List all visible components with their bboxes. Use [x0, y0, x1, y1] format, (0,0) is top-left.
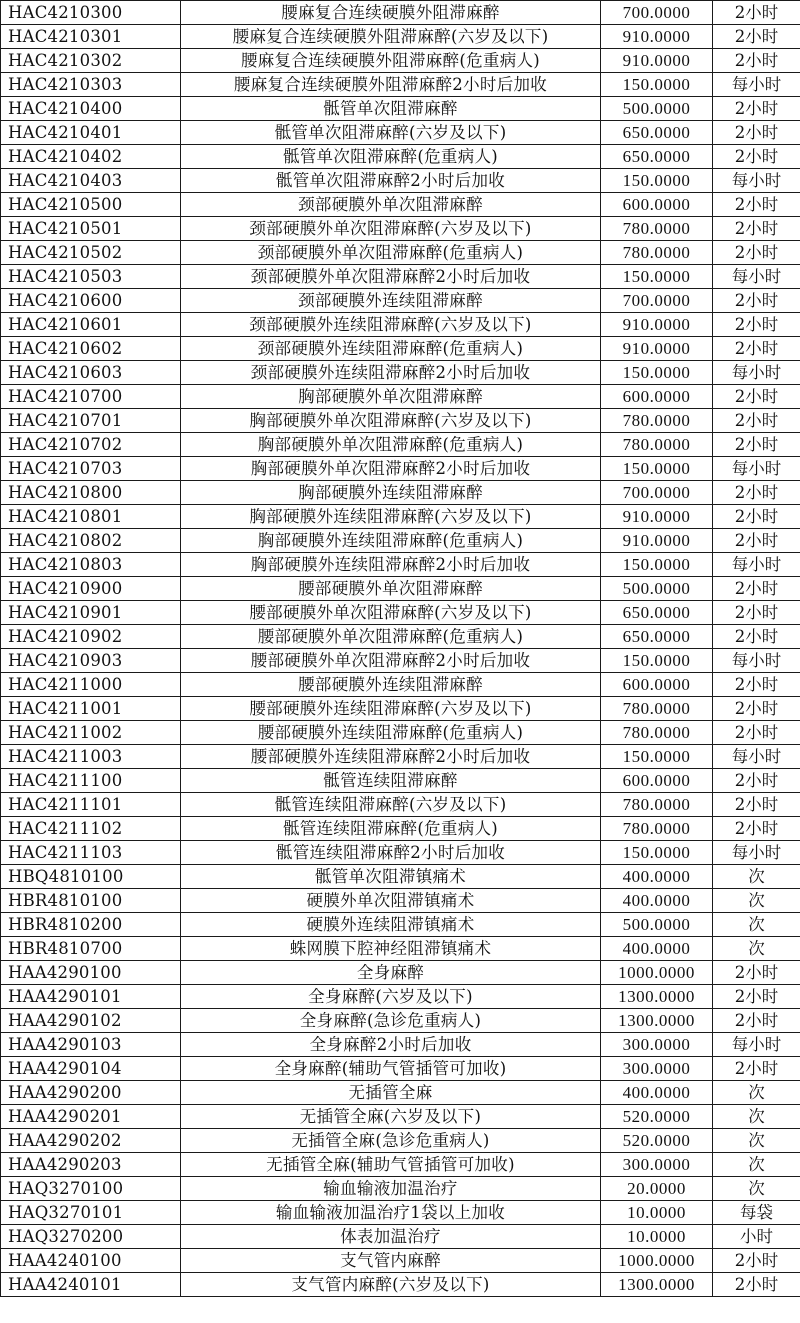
item-price-cell: 400.0000	[601, 865, 713, 889]
item-price-cell: 1300.0000	[601, 985, 713, 1009]
item-price-cell: 780.0000	[601, 409, 713, 433]
item-unit-cell: 次	[713, 1081, 800, 1105]
item-price-cell: 150.0000	[601, 361, 713, 385]
item-code-cell: HAA4290102	[1, 1009, 181, 1033]
table-row	[1, 865, 800, 889]
item-code-cell: HAC4210601	[1, 313, 181, 337]
table-row	[1, 1033, 800, 1057]
item-code-cell: HAC4210603	[1, 361, 181, 385]
item-name-cell: 腰麻复合连续硬膜外阻滞麻醉(六岁及以下)	[181, 25, 601, 49]
item-code-cell: HAC4210401	[1, 121, 181, 145]
item-code-cell: HAA4290100	[1, 961, 181, 985]
item-price-cell: 650.0000	[601, 601, 713, 625]
table-row	[1, 241, 800, 265]
table-row	[1, 553, 800, 577]
item-name-cell: 骶管连续阻滞麻醉2小时后加收	[181, 841, 601, 865]
item-price-cell: 910.0000	[601, 505, 713, 529]
item-code-cell: HAA4290200	[1, 1081, 181, 1105]
item-name-cell: 颈部硬膜外单次阻滞麻醉(六岁及以下)	[181, 217, 601, 241]
item-name-cell: 胸部硬膜外单次阻滞麻醉(危重病人)	[181, 433, 601, 457]
item-code-cell: HAC4210300	[1, 1, 181, 25]
item-name-cell: 胸部硬膜外单次阻滞麻醉2小时后加收	[181, 457, 601, 481]
item-unit-cell: 每小时	[713, 265, 800, 289]
item-code-cell: HAA4240101	[1, 1273, 181, 1297]
item-name-cell: 腰部硬膜外连续阻滞麻醉(六岁及以下)	[181, 697, 601, 721]
item-unit-cell: 2小时	[713, 673, 800, 697]
table-row	[1, 889, 800, 913]
table-row	[1, 1249, 800, 1273]
item-name-cell: 无插管全麻(辅助气管插管可加收)	[181, 1153, 601, 1177]
item-price-cell: 600.0000	[601, 385, 713, 409]
item-price-cell: 700.0000	[601, 289, 713, 313]
item-price-cell: 600.0000	[601, 769, 713, 793]
item-unit-cell: 2小时	[713, 217, 800, 241]
item-name-cell: 胸部硬膜外连续阻滞麻醉	[181, 481, 601, 505]
item-price-cell: 780.0000	[601, 697, 713, 721]
item-price-cell: 150.0000	[601, 745, 713, 769]
item-name-cell: 骶管单次阻滞麻醉(危重病人)	[181, 145, 601, 169]
item-name-cell: 颈部硬膜外单次阻滞麻醉(危重病人)	[181, 241, 601, 265]
item-unit-cell: 次	[713, 889, 800, 913]
item-name-cell: 颈部硬膜外单次阻滞麻醉2小时后加收	[181, 265, 601, 289]
item-unit-cell: 2小时	[713, 25, 800, 49]
item-code-cell: HAC4211103	[1, 841, 181, 865]
item-name-cell: 全身麻醉2小时后加收	[181, 1033, 601, 1057]
table-row	[1, 985, 800, 1009]
item-price-cell: 520.0000	[601, 1105, 713, 1129]
item-code-cell: HAC4210500	[1, 193, 181, 217]
table-row	[1, 217, 800, 241]
item-unit-cell: 每小时	[713, 649, 800, 673]
item-code-cell: HAC4210802	[1, 529, 181, 553]
item-unit-cell: 每小时	[713, 841, 800, 865]
item-unit-cell: 2小时	[713, 1009, 800, 1033]
item-code-cell: HAC4211102	[1, 817, 181, 841]
item-code-cell: HAC4210900	[1, 577, 181, 601]
table-row	[1, 337, 800, 361]
item-price-cell: 600.0000	[601, 673, 713, 697]
item-name-cell: 腰部硬膜外单次阻滞麻醉	[181, 577, 601, 601]
item-code-cell: HAC4210901	[1, 601, 181, 625]
item-price-cell: 500.0000	[601, 97, 713, 121]
item-unit-cell: 2小时	[713, 49, 800, 73]
item-name-cell: 骶管连续阻滞麻醉(危重病人)	[181, 817, 601, 841]
table-row	[1, 649, 800, 673]
item-code-cell: HAC4210602	[1, 337, 181, 361]
item-unit-cell: 每小时	[713, 169, 800, 193]
item-price-cell: 10.0000	[601, 1225, 713, 1249]
table-row	[1, 625, 800, 649]
item-price-cell: 20.0000	[601, 1177, 713, 1201]
item-code-cell: HAC4210902	[1, 625, 181, 649]
item-name-cell: 蛛网膜下腔神经阻滞镇痛术	[181, 937, 601, 961]
item-code-cell: HAC4210803	[1, 553, 181, 577]
item-price-cell: 10.0000	[601, 1201, 713, 1225]
item-price-cell: 500.0000	[601, 577, 713, 601]
table-row	[1, 841, 800, 865]
item-code-cell: HAC4210301	[1, 25, 181, 49]
table-row	[1, 505, 800, 529]
item-unit-cell: 2小时	[713, 1, 800, 25]
item-unit-cell: 2小时	[713, 721, 800, 745]
item-unit-cell: 次	[713, 937, 800, 961]
item-name-cell: 胸部硬膜外连续阻滞麻醉(危重病人)	[181, 529, 601, 553]
item-code-cell: HAC4210700	[1, 385, 181, 409]
item-code-cell: HAA4290201	[1, 1105, 181, 1129]
table-row	[1, 1105, 800, 1129]
table-row	[1, 457, 800, 481]
item-code-cell: HAC4211003	[1, 745, 181, 769]
item-code-cell: HAA4290104	[1, 1057, 181, 1081]
item-code-cell: HBR4810100	[1, 889, 181, 913]
table-row	[1, 1081, 800, 1105]
item-code-cell: HAA4290103	[1, 1033, 181, 1057]
item-name-cell: 腰麻复合连续硬膜外阻滞麻醉2小时后加收	[181, 73, 601, 97]
item-code-cell: HAA4290203	[1, 1153, 181, 1177]
item-price-cell: 150.0000	[601, 73, 713, 97]
item-name-cell: 支气管内麻醉	[181, 1249, 601, 1273]
table-row	[1, 1177, 800, 1201]
table-row	[1, 745, 800, 769]
item-price-cell: 780.0000	[601, 817, 713, 841]
item-code-cell: HAC4210702	[1, 433, 181, 457]
item-price-cell: 400.0000	[601, 937, 713, 961]
item-price-cell: 300.0000	[601, 1057, 713, 1081]
item-unit-cell: 次	[713, 1105, 800, 1129]
table-row	[1, 937, 800, 961]
item-name-cell: 全身麻醉(六岁及以下)	[181, 985, 601, 1009]
item-code-cell: HBR4810700	[1, 937, 181, 961]
item-price-cell: 910.0000	[601, 337, 713, 361]
table-body	[1, 1, 800, 1297]
item-code-cell: HAC4210801	[1, 505, 181, 529]
item-unit-cell: 每小时	[713, 361, 800, 385]
item-price-cell: 910.0000	[601, 25, 713, 49]
item-unit-cell: 2小时	[713, 1057, 800, 1081]
item-code-cell: HAQ3270101	[1, 1201, 181, 1225]
item-price-cell: 520.0000	[601, 1129, 713, 1153]
item-code-cell: HAA4240100	[1, 1249, 181, 1273]
item-name-cell: 腰部硬膜外单次阻滞麻醉(六岁及以下)	[181, 601, 601, 625]
table-row	[1, 1057, 800, 1081]
item-price-cell: 150.0000	[601, 553, 713, 577]
item-code-cell: HAC4210403	[1, 169, 181, 193]
item-code-cell: HAC4210800	[1, 481, 181, 505]
item-name-cell: 体表加温治疗	[181, 1225, 601, 1249]
item-price-cell: 1000.0000	[601, 961, 713, 985]
item-name-cell: 硬膜外单次阻滞镇痛术	[181, 889, 601, 913]
item-unit-cell: 次	[713, 1153, 800, 1177]
item-name-cell: 骶管连续阻滞麻醉	[181, 769, 601, 793]
item-code-cell: HBQ4810100	[1, 865, 181, 889]
table-row	[1, 601, 800, 625]
item-name-cell: 颈部硬膜外单次阻滞麻醉	[181, 193, 601, 217]
item-unit-cell: 次	[713, 913, 800, 937]
item-code-cell: HAC4210302	[1, 49, 181, 73]
table-row	[1, 73, 800, 97]
item-unit-cell: 2小时	[713, 601, 800, 625]
item-name-cell: 支气管内麻醉(六岁及以下)	[181, 1273, 601, 1297]
item-price-cell: 150.0000	[601, 169, 713, 193]
item-code-cell: HAC4210703	[1, 457, 181, 481]
item-price-cell: 780.0000	[601, 433, 713, 457]
table-row	[1, 1225, 800, 1249]
item-name-cell: 颈部硬膜外连续阻滞麻醉2小时后加收	[181, 361, 601, 385]
item-price-cell: 400.0000	[601, 889, 713, 913]
item-unit-cell: 2小时	[713, 793, 800, 817]
item-price-cell: 700.0000	[601, 1, 713, 25]
item-name-cell: 腰部硬膜外单次阻滞麻醉2小时后加收	[181, 649, 601, 673]
item-unit-cell: 2小时	[713, 409, 800, 433]
item-code-cell: HAC4211101	[1, 793, 181, 817]
item-name-cell: 胸部硬膜外连续阻滞麻醉(六岁及以下)	[181, 505, 601, 529]
item-code-cell: HAQ3270200	[1, 1225, 181, 1249]
table-row	[1, 913, 800, 937]
table-row	[1, 49, 800, 73]
item-code-cell: HAC4211002	[1, 721, 181, 745]
table-row	[1, 1129, 800, 1153]
item-price-cell: 650.0000	[601, 121, 713, 145]
table-row	[1, 1153, 800, 1177]
item-code-cell: HAC4210903	[1, 649, 181, 673]
item-unit-cell: 每小时	[713, 745, 800, 769]
table-row	[1, 313, 800, 337]
item-code-cell: HAC4210502	[1, 241, 181, 265]
item-price-cell: 780.0000	[601, 793, 713, 817]
item-unit-cell: 每小时	[713, 553, 800, 577]
table-row	[1, 1201, 800, 1225]
table-row	[1, 145, 800, 169]
item-price-cell: 700.0000	[601, 481, 713, 505]
item-code-cell: HAA4290202	[1, 1129, 181, 1153]
table-row	[1, 481, 800, 505]
item-price-cell: 150.0000	[601, 649, 713, 673]
item-name-cell: 骶管连续阻滞麻醉(六岁及以下)	[181, 793, 601, 817]
item-code-cell: HAC4210400	[1, 97, 181, 121]
item-code-cell: HAC4210503	[1, 265, 181, 289]
item-name-cell: 颈部硬膜外连续阻滞麻醉(六岁及以下)	[181, 313, 601, 337]
item-name-cell: 腰部硬膜外连续阻滞麻醉(危重病人)	[181, 721, 601, 745]
table-row	[1, 673, 800, 697]
table-row	[1, 433, 800, 457]
item-unit-cell: 2小时	[713, 97, 800, 121]
item-unit-cell: 每小时	[713, 73, 800, 97]
table-row	[1, 169, 800, 193]
item-code-cell: HAC4210501	[1, 217, 181, 241]
item-price-cell: 910.0000	[601, 529, 713, 553]
item-unit-cell: 2小时	[713, 529, 800, 553]
item-unit-cell: 每小时	[713, 1033, 800, 1057]
item-price-cell: 150.0000	[601, 265, 713, 289]
item-name-cell: 无插管全麻(六岁及以下)	[181, 1105, 601, 1129]
table-row	[1, 817, 800, 841]
item-unit-cell: 次	[713, 865, 800, 889]
item-name-cell: 腰部硬膜外连续阻滞麻醉	[181, 673, 601, 697]
item-name-cell: 颈部硬膜外连续阻滞麻醉(危重病人)	[181, 337, 601, 361]
item-price-cell: 650.0000	[601, 145, 713, 169]
item-unit-cell: 2小时	[713, 697, 800, 721]
item-name-cell: 骶管单次阻滞麻醉2小时后加收	[181, 169, 601, 193]
item-name-cell: 硬膜外连续阻滞镇痛术	[181, 913, 601, 937]
item-unit-cell: 每袋	[713, 1201, 800, 1225]
item-name-cell: 输血输液加温治疗	[181, 1177, 601, 1201]
item-price-cell: 300.0000	[601, 1153, 713, 1177]
table-row	[1, 289, 800, 313]
item-price-cell: 150.0000	[601, 841, 713, 865]
item-name-cell: 骶管单次阻滞麻醉(六岁及以下)	[181, 121, 601, 145]
item-unit-cell: 次	[713, 1129, 800, 1153]
item-name-cell: 腰麻复合连续硬膜外阻滞麻醉	[181, 1, 601, 25]
item-price-cell: 1000.0000	[601, 1249, 713, 1273]
item-unit-cell: 2小时	[713, 769, 800, 793]
item-code-cell: HAQ3270100	[1, 1177, 181, 1201]
item-unit-cell: 2小时	[713, 961, 800, 985]
item-unit-cell: 2小时	[713, 193, 800, 217]
item-price-cell: 150.0000	[601, 457, 713, 481]
item-price-cell: 400.0000	[601, 1081, 713, 1105]
item-name-cell: 输血输液加温治疗1袋以上加收	[181, 1201, 601, 1225]
table-row	[1, 961, 800, 985]
item-name-cell: 骶管单次阻滞麻醉	[181, 97, 601, 121]
item-unit-cell: 每小时	[713, 457, 800, 481]
item-unit-cell: 2小时	[713, 121, 800, 145]
item-unit-cell: 2小时	[713, 313, 800, 337]
item-unit-cell: 2小时	[713, 385, 800, 409]
item-unit-cell: 2小时	[713, 289, 800, 313]
table-row	[1, 409, 800, 433]
item-code-cell: HBR4810200	[1, 913, 181, 937]
item-code-cell: HAC4211000	[1, 673, 181, 697]
item-price-cell: 910.0000	[601, 313, 713, 337]
item-price-cell: 910.0000	[601, 49, 713, 73]
item-name-cell: 无插管全麻(急诊危重病人)	[181, 1129, 601, 1153]
table-row	[1, 121, 800, 145]
item-name-cell: 颈部硬膜外连续阻滞麻醉	[181, 289, 601, 313]
table-row	[1, 25, 800, 49]
item-price-cell: 780.0000	[601, 241, 713, 265]
item-unit-cell: 2小时	[713, 481, 800, 505]
item-code-cell: HAC4211001	[1, 697, 181, 721]
item-name-cell: 全身麻醉(急诊危重病人)	[181, 1009, 601, 1033]
item-code-cell: HAC4211100	[1, 769, 181, 793]
table-row	[1, 385, 800, 409]
table-row	[1, 697, 800, 721]
item-name-cell: 全身麻醉(辅助气管插管可加收)	[181, 1057, 601, 1081]
table-row	[1, 793, 800, 817]
item-price-cell: 600.0000	[601, 193, 713, 217]
item-code-cell: HAC4210402	[1, 145, 181, 169]
item-price-cell: 650.0000	[601, 625, 713, 649]
item-name-cell: 全身麻醉	[181, 961, 601, 985]
item-price-cell: 780.0000	[601, 217, 713, 241]
item-name-cell: 腰部硬膜外单次阻滞麻醉(危重病人)	[181, 625, 601, 649]
item-unit-cell: 2小时	[713, 985, 800, 1009]
table-row	[1, 769, 800, 793]
item-unit-cell: 2小时	[713, 817, 800, 841]
item-name-cell: 胸部硬膜外单次阻滞麻醉(六岁及以下)	[181, 409, 601, 433]
table-row	[1, 97, 800, 121]
table-row	[1, 1273, 800, 1297]
item-name-cell: 胸部硬膜外单次阻滞麻醉	[181, 385, 601, 409]
item-unit-cell: 2小时	[713, 433, 800, 457]
table-row	[1, 1, 800, 25]
item-code-cell: HAC4210303	[1, 73, 181, 97]
item-name-cell: 腰麻复合连续硬膜外阻滞麻醉(危重病人)	[181, 49, 601, 73]
item-unit-cell: 2小时	[713, 145, 800, 169]
table-row	[1, 577, 800, 601]
item-unit-cell: 2小时	[713, 625, 800, 649]
table-row	[1, 193, 800, 217]
item-name-cell: 无插管全麻	[181, 1081, 601, 1105]
item-unit-cell: 2小时	[713, 1273, 800, 1297]
item-name-cell: 骶管单次阻滞镇痛术	[181, 865, 601, 889]
table-row	[1, 529, 800, 553]
item-name-cell: 腰部硬膜外连续阻滞麻醉2小时后加收	[181, 745, 601, 769]
item-unit-cell: 2小时	[713, 1249, 800, 1273]
table-row	[1, 361, 800, 385]
table-row	[1, 265, 800, 289]
item-price-cell: 780.0000	[601, 721, 713, 745]
item-price-cell: 300.0000	[601, 1033, 713, 1057]
item-code-cell: HAC4210701	[1, 409, 181, 433]
item-unit-cell: 2小时	[713, 505, 800, 529]
item-code-cell: HAA4290101	[1, 985, 181, 1009]
item-code-cell: HAC4210600	[1, 289, 181, 313]
item-name-cell: 胸部硬膜外连续阻滞麻醉2小时后加收	[181, 553, 601, 577]
table-row	[1, 721, 800, 745]
item-unit-cell: 小时	[713, 1225, 800, 1249]
item-price-cell: 1300.0000	[601, 1009, 713, 1033]
table-row	[1, 1009, 800, 1033]
item-price-cell: 1300.0000	[601, 1273, 713, 1297]
item-unit-cell: 2小时	[713, 337, 800, 361]
item-unit-cell: 2小时	[713, 241, 800, 265]
item-price-cell: 500.0000	[601, 913, 713, 937]
item-unit-cell: 2小时	[713, 577, 800, 601]
item-unit-cell: 次	[713, 1177, 800, 1201]
